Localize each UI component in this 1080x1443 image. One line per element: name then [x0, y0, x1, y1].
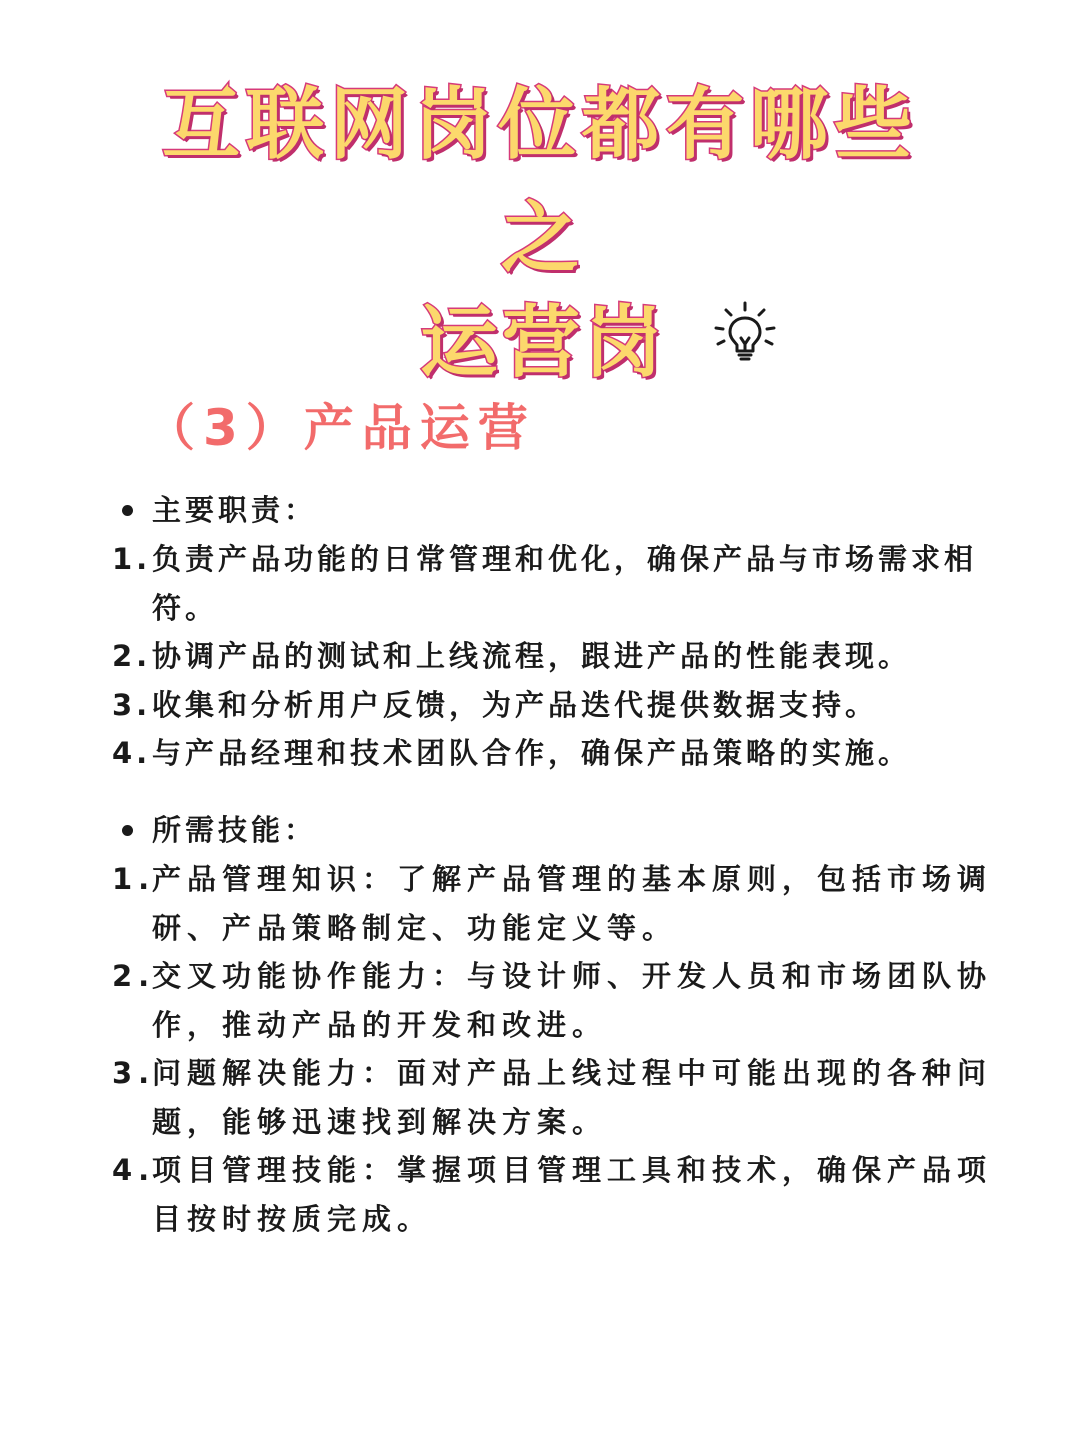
page-title-line-2: 之 — [500, 194, 579, 284]
list-item-number: 3. — [112, 1056, 156, 1090]
responsibilities-heading-row — [112, 486, 1002, 535]
list-item-text: 项目管理技能：掌握项目管理工具和技术，确保产品项目按时按质完成。 — [152, 1153, 993, 1236]
list-item — [112, 729, 1002, 778]
skills-heading: 所需技能： — [152, 813, 318, 847]
skills-section — [112, 806, 1002, 1243]
list-item — [112, 535, 1002, 632]
section-heading: （3）产品运营 — [145, 399, 536, 457]
list-item-text: 交叉功能协作能力：与设计师、开发人员和市场团队协作，推动产品的开发和改进。 — [152, 959, 993, 1042]
bullet-dot-icon — [122, 505, 133, 516]
list-item — [112, 1146, 1002, 1243]
lightbulb-icon — [710, 298, 780, 368]
list-item — [112, 632, 1002, 681]
bullet-dot-icon — [122, 825, 133, 836]
list-item-text: 协调产品的测试和上线流程，跟进产品的性能表现。 — [152, 639, 912, 673]
responsibilities-heading: 主要职责： — [152, 493, 318, 527]
list-item-number: 1. — [112, 862, 156, 896]
list-item-text: 负责产品功能的日常管理和优化，确保产品与市场需求相符。 — [152, 542, 978, 625]
list-item-number: 4. — [112, 736, 152, 770]
list-item-text: 与产品经理和技术团队合作，确保产品策略的实施。 — [152, 736, 912, 770]
list-item-number: 4. — [112, 1153, 156, 1187]
list-item — [112, 681, 1002, 730]
page-title-line-1: 互联网岗位都有哪些 — [161, 80, 918, 170]
list-item-text: 收集和分析用户反馈，为产品迭代提供数据支持。 — [152, 687, 879, 722]
skills-heading-row — [112, 806, 1002, 855]
responsibilities-section — [112, 486, 1002, 778]
list-item-text: 问题解决能力：面对产品上线过程中可能出现的各种问题，能够迅速找到解决方案。 — [152, 1056, 993, 1139]
list-item — [112, 1049, 1002, 1146]
list-item-text: 产品管理知识：了解产品管理的基本原则，包括市场调研、产品策略制定、功能定义等。 — [152, 862, 993, 945]
page-title-line-3-row — [0, 280, 1080, 388]
page-title-line-3: 运营岗 — [420, 298, 667, 388]
list-item-number: 1. — [112, 542, 152, 576]
list-item — [112, 855, 1002, 952]
list-item-number: 2. — [112, 959, 156, 993]
list-item-number: 3. — [112, 687, 152, 722]
list-item — [112, 952, 1002, 1049]
list-item-number: 2. — [112, 639, 152, 673]
